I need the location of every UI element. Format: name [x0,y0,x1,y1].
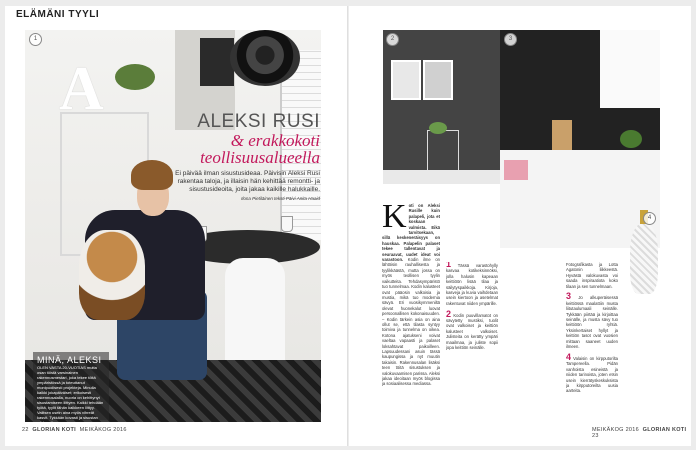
profile-heading: MINÄ, ALEKSI [37,355,102,365]
photo-lamp [628,210,660,305]
towel [504,160,528,180]
point-number: 1 [446,262,452,269]
floor [383,170,500,184]
text-column-2 [446,262,498,422]
profile-box [33,352,109,425]
magazine-name: GLORIAN KOTI [32,427,77,433]
title-italic-2: teollisuusalueella [200,148,320,167]
title-name: ALEKSI RUSI [197,111,320,132]
chair [225,258,285,368]
title-italic-1: & erakkokoti [230,131,320,150]
photo-number-badge: 1 [29,33,42,46]
point-4-text: Valaisin on kirpputorilta Tampereella. Pidän vanhoista esineistä ja niiden tarinoista, joten etsin usein kierrätyskeskuksista ja kirpputoreilta uusia aarteita. [566,355,618,394]
issue-label: MEIKÄKOG 2016 [592,427,640,433]
plant [429,122,447,134]
article-title-block [160,112,320,201]
wine-glass [281,216,293,232]
letter-decor: A [59,55,104,123]
article-lead: Ei päivää ilman sisustusideaa. Päivisin Aleksi Rusi rakentaa taloja, ja illaisin hän kehittää remontti- ja sisustusideoita, joita jakaa kaikille halukkaille. [175,170,320,193]
issue-label: MEIKÄKOG 2016 [79,427,127,433]
article-credit: Ilona Pietiläinen teksti Päivi Anita Haaid [241,196,320,201]
photo-black-wall [383,30,500,184]
poster [391,60,421,100]
cutting-board [552,120,572,150]
photo-number-badge: 3 [504,33,517,46]
section-header: ELÄMÄNI TYYLI [16,9,100,20]
point-number: 2 [446,308,452,319]
photo-number-badge: 4 [643,212,656,225]
plant [115,64,155,90]
column-3-text: Fotografikasta ja Lotta Agatonin liikkeestä. Hyvästä valokuvasta voi saada inspiraatiota koko tilaan ja sen tunnelmaan. [566,262,618,289]
kitchen-cabinet [600,30,660,108]
wall-art [200,38,234,86]
plant [620,130,642,148]
poster [423,60,453,100]
intro-text: oti on Aleksi Rusille kuin palapeli, jota et koskaan valmista. Eikä tarvitsekaan, sillä keskeneräisyys on hauskaa. Palapelin palaset tekee tallentavat ja seuraavat, uudet ideat voi varastoon. [382,203,440,263]
pendant-lamp [230,30,300,86]
right-footer [592,427,696,439]
page-number: 22 [22,427,29,433]
point-number: 4 [566,351,572,362]
point-1-text: Tässä varastohylly kasvaa kotikeksinnöksi, jolla halusin kapeaan keittiöön lisää tilaa ja säilytyspaikkoja. Kirjoja, kasveja ja kuvia vaihdetaan usein kiertoon ja asetelmat rakentuvat niiden ympärille. [446,263,498,306]
text-column-1 [382,203,440,423]
drop-cap: K [382,203,407,235]
body-text: Kodin ilme on lähtöisin rauhallisesta ja tyylikkäästä, mutta jossa on myös teollisen tyylin vaikutteita. Tehdasympäristö tuo tunnelmaa. Kodin kalusteet ovat pääosin valkoisia ja mustia, mikä tuo modernia sävyä. Eri vuosikymmeniltä olevat huonekalut luovat persoonallisen kokonaisuuden. – Kodin tärkein asia on aina ollut se, että tilasta syntyy toimiva ja tunnelma on oikea. Kotona ajatukseni voivat vaeltaa vapaasti ja palaset loksahtavat paikoilleen. Lapsuudessani asuin tässä kaupungissa ja nyt muutin takaisin. Rakennusalan lisäksi teen töitä sisustuksen ja valokuvaamisen parissa. Aleksi jakaa ideoitaan myös blogissa ja sosiaalisessa mediassa. [382,257,440,387]
side-table [427,130,459,172]
point-2-text: Kodin puuvillamatot on sävytetty mustiksi, tuolit ovat valkoiset ja keittiön kalusteet valkoiset. Julisteita on kerätty ympäri maailmaa, ja juliste sopii jopa keittiön seinälle. [446,312,498,351]
text-column-3 [566,262,618,422]
left-footer [22,427,127,433]
page-gutter [347,6,349,446]
page-number: 23 [592,433,599,439]
photo-number-badge: 2 [386,33,399,46]
profile-text: OLEN VASTA 20-VUOTIAS mutta osan töistä varsinainen rakennusmestari, joka tekee töitä ympäristössä ja toteuttanut monipuolisesti projekteja. Minulla kaikki jokapäiväiset; erikoisesti rakennusalalla, nuoria on kehittynyt sisustamiseen liittyen. Kaikki tehdään työtä, tyylit tähän kaikkeen liittyy. Valitsen usein aina myös vihreät kasvit. Tykkään kovasti ja sisustan rohkeasti. [37,365,104,425]
lamp-shade [630,224,658,294]
point-number: 3 [566,291,572,302]
dog [79,230,145,320]
magazine-name: GLORIAN KOTI [642,427,687,433]
point-3-text: Jo alkuperäisessä keittiössä maalattiin musta liitutaulumaali seinälle. Tykkään piirtää ja kirjoittaa seinälle, ja musta sävy tuo keittiöön ryhtiä. Yksinkertaiset hyllyt ja keittiön tasot ovat vuosien mittaan saaneet uuden ilmeen. [566,295,618,350]
